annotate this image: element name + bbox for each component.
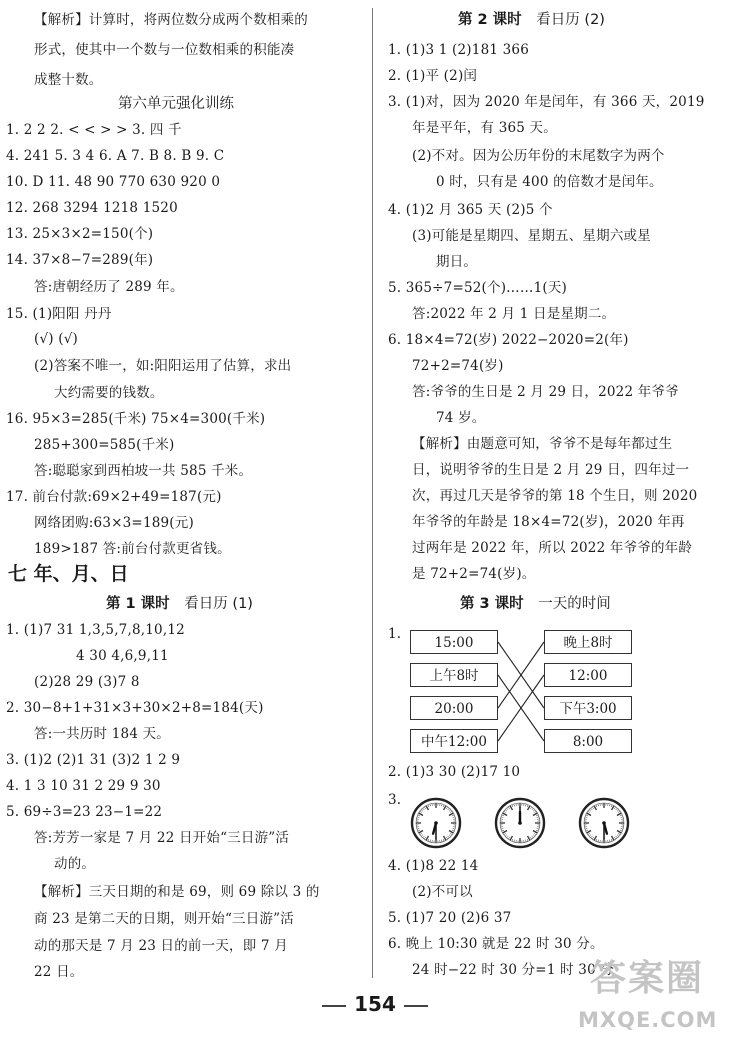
answer-line: 4 30 4,6,9,11 (76, 648, 169, 664)
lesson1-title-name: 看日历 (1) (184, 596, 253, 612)
answer-line: 3. (1)对，因为 2020 年是闰年，有 366 天，2019 (388, 94, 705, 110)
clock-center (602, 821, 606, 825)
answer-line: 答:芳芳一家是 7 月 22 日开始“三日游”活 (34, 830, 290, 846)
answer-line: 10. D 11. 48 90 770 630 920 0 (6, 174, 221, 190)
unit6-title: 第六单元强化训练 (118, 96, 234, 112)
answer-line: 2. (1)平 (2)闰 (388, 68, 478, 84)
answer-line: 答:聪聪家到西柏坡一共 585 千米。 (34, 463, 253, 479)
answer-line: (2)答案不唯一，如:阳阳运用了估算，求出 (34, 358, 292, 374)
answer-line: 285+300=585(千米) (34, 437, 175, 453)
answer-line: 12. 268 3294 1218 1520 (6, 200, 178, 216)
lesson3-title (460, 594, 611, 614)
lesson2-title-number: 第 2 课时 (458, 12, 522, 28)
answer-line: (√) (√) (34, 331, 78, 347)
answer-line: (2)28 29 (3)7 8 (34, 674, 140, 690)
answer-line: 4. 241 5. 3 4 6. A 7. B 8. B 9. C (6, 148, 225, 164)
analysis-line: 【解析】三天日期的和是 69，则 69 除以 3 的 (34, 884, 320, 900)
answer-line: 答:爷爷的生日是 2 月 29 日，2022 年爷爷 (412, 384, 679, 400)
match-left-box: 15:00 (410, 630, 498, 654)
analysis-line: 【解析】计算时，将两位数分成两个数相乘的 (34, 12, 308, 28)
analysis-line: 22 日。 (34, 964, 84, 980)
analysis-line: 成整十数。 (34, 72, 103, 88)
watermark-url: MXQE.COM (578, 1008, 718, 1032)
answer-line: 网络团购:63×3=189(元) (34, 515, 194, 531)
clock-center (434, 821, 438, 825)
answer-line: 6. 晚上 10:30 就是 22 时 30 分。 (388, 936, 604, 952)
answer-line: 动的。 (54, 856, 96, 872)
answer-line: 年是平年，有 365 天。 (412, 120, 557, 136)
analysis-line: 商 23 是第二天的日期，则开始“三日游”活 (34, 911, 294, 927)
match-left-box: 20:00 (410, 696, 498, 720)
answer-line: 4. (1)2 月 365 天 (2)5 个 (388, 202, 553, 218)
answer-line: 5. 69÷3=23 23−1=22 (6, 804, 163, 820)
chapter-title: 七 年、月、日 (8, 563, 129, 585)
answer-line: 3. (388, 792, 402, 808)
clock-faces (410, 796, 630, 852)
answer-line: 2. 30−8+1+31×3+30×2+8=184(天) (6, 700, 264, 716)
page-number-dash (404, 1005, 428, 1007)
answer-line: 4. 1 3 10 31 2 29 9 30 (6, 778, 161, 794)
clock-face (580, 799, 628, 847)
answer-line: 17. 前台付款:69×2+49=187(元) (6, 489, 222, 505)
match-lines (498, 630, 544, 754)
answer-line: 1. (1)7 31 1,3,5,7,8,10,12 (6, 622, 185, 638)
lesson2-title (458, 10, 605, 30)
clock-face (496, 799, 544, 847)
match-right-box: 12:00 (544, 663, 632, 687)
answer-line: 1. 2 2 2. < < > > 3. 四 千 (6, 122, 182, 138)
lesson1-title-number: 第 1 课时 (106, 596, 170, 612)
answer-line: 5. 365÷7=52(个)……1(天) (388, 280, 567, 296)
answer-line: 6. 18×4=72(岁) 2022−2020=2(年) (388, 332, 629, 348)
answer-line: 期日。 (436, 254, 478, 270)
answer-line: 1. (1)3 1 (2)181 366 (388, 42, 530, 58)
answer-line: (3)可能是星期四、星期五、星期六或星 (412, 228, 651, 244)
answer-line: 大约需要的钱数。 (54, 385, 164, 401)
analysis-line: 形式，使其中一个数与一位数相乘的积能凑 (34, 42, 295, 58)
answer-line: 4. (1)8 22 14 (388, 858, 479, 874)
clock-face (412, 799, 460, 847)
answer-line: 0 时，只有是 400 的倍数才是闰年。 (436, 174, 663, 190)
answer-line: 答:唐朝经历了 289 年。 (34, 279, 184, 295)
match-right-box: 晚上8时 (544, 630, 632, 654)
lesson2-title-name: 看日历 (2) (536, 12, 605, 28)
answer-line: (2)不对。因为公历年份的末尾数字为两个 (412, 148, 665, 164)
page-number-text: 154 (354, 992, 396, 1016)
analysis-line: 是 72+2=74(岁)。 (412, 566, 536, 582)
answer-line: 2. (1)3 30 (2)17 10 (388, 764, 521, 780)
analysis-line: 【解析】由题意可知，爷爷不是每年都过生 (412, 436, 673, 452)
answer-line: 189>187 答:前台付款更省钱。 (34, 541, 231, 557)
analysis-line: 动的那天是 7 月 23 日的前一天，即 7 月 (34, 938, 288, 954)
answer-line: 14. 37×8−7=289(年) (6, 252, 154, 268)
lesson1-title (106, 594, 253, 614)
analysis-line: 次，再过几天是爷爷的第 18 个生日，则 2020 (412, 488, 698, 504)
answer-line: 74 岁。 (436, 410, 486, 426)
match-left-box: 上午8时 (410, 663, 498, 687)
analysis-line: 过两年是 2022 年，所以 2022 年爷爷的年龄 (412, 540, 693, 556)
lesson3-title-number: 第 3 课时 (460, 596, 524, 612)
match-right-box: 8:00 (544, 729, 632, 753)
answer-line: 24 时−22 时 30 分=1 时 30 分 (412, 962, 615, 978)
answer-line: 72+2=74(岁) (412, 358, 504, 374)
answer-line: 答:一共历时 184 天。 (34, 726, 170, 742)
analysis-line: 年爷爷的年龄是 18×4=72(岁)，2020 年再 (412, 514, 685, 530)
page-number-dash (322, 1005, 346, 1007)
watermark-logo: 答案圈 (590, 958, 705, 999)
answer-line: 15. (1)阳阳 丹丹 (6, 306, 112, 322)
answer-line: (2)不可以 (412, 884, 473, 900)
analysis-line: 日，说明爷爷的生日是 2 月 29 日，四年过一 (412, 462, 690, 478)
answer-line: 3. (1)2 (2)1 31 (3)2 1 2 9 (6, 752, 181, 768)
answer-line: 答:2022 年 2 月 1 日是星期二。 (412, 306, 616, 322)
lesson3-title-name: 一天的时间 (538, 596, 611, 612)
match-right-box: 下午3:00 (544, 696, 632, 720)
match-left-box: 中午12:00 (410, 729, 498, 753)
column-divider (372, 8, 373, 978)
clock-center (518, 821, 522, 825)
answer-line: 13. 25×3×2=150(个) (6, 226, 154, 242)
answer-line: 16. 95×3=285(千米) 75×4=300(千米) (6, 411, 266, 427)
question-number: 1. (388, 626, 402, 642)
answer-line: 5. (1)7 20 (2)6 37 (388, 910, 512, 926)
